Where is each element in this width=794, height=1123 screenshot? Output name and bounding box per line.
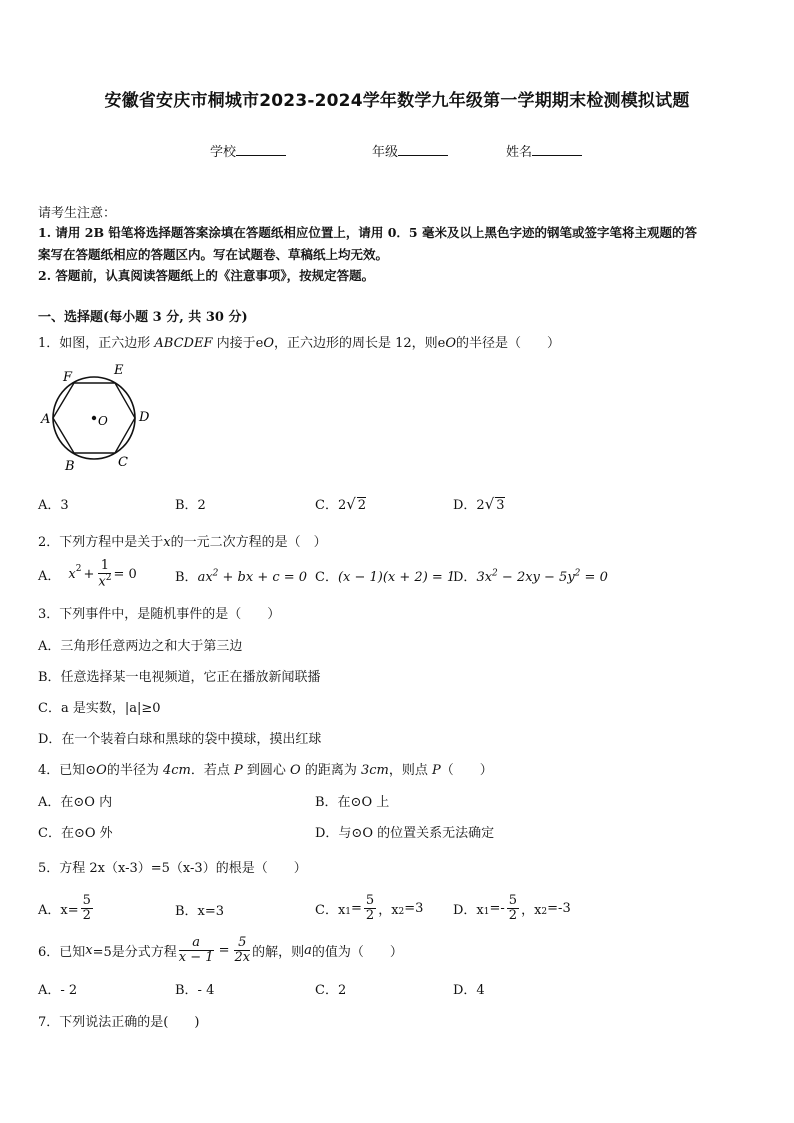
notice-line-3: 2. 答题前，认真阅读答题纸上的《注意事项》，按规定答题。 <box>38 268 375 283</box>
q3-option-d[interactable]: D．在一个装着白球和黑球的袋中摸球，摸出红球 <box>38 732 322 747</box>
q1-c-prefix: C．2 <box>315 498 347 513</box>
q3-option-a[interactable]: A．三角形任意两边之和大于第三边 <box>38 639 243 654</box>
q1-d-radicand: 3 <box>496 498 505 513</box>
name-blank <box>532 143 582 156</box>
q4-p: P <box>234 763 243 778</box>
q4-p-2: P <box>432 763 441 778</box>
q1-text-c: ，正六边形的周长是 12，则 <box>273 336 438 351</box>
q2-d-expr-1: 3x <box>476 570 493 585</box>
grade-field <box>372 141 448 160</box>
q2-text-b: 的一元二次方程的是（ ） <box>170 535 327 550</box>
q1-option-c[interactable] <box>315 494 366 513</box>
grade-label: 年级 <box>372 145 399 160</box>
school-label: 学校 <box>210 145 237 160</box>
grade-blank <box>398 143 448 156</box>
q5-c-sub-1: 1 <box>345 907 352 917</box>
q4-text-f: ，则点 <box>388 763 432 778</box>
q2-d-exp-2: 2 <box>574 568 581 579</box>
q5-option-d[interactable] <box>453 888 571 928</box>
q4-option-d[interactable]: D．与⊙O 的位置关系无法确定 <box>315 826 495 841</box>
q5-d-end: =-3 <box>547 900 571 916</box>
sqrt-sign: √ <box>484 495 495 513</box>
name-label: 姓名 <box>506 145 533 160</box>
q4-distance: 3cm <box>360 763 389 778</box>
q2-text-a: 2．下列方程中是关于 <box>38 535 164 550</box>
q5-c-sub-2: 2 <box>398 907 405 917</box>
q5-c-fraction <box>364 894 376 922</box>
q6-eq: = <box>218 942 230 958</box>
q1-text-a: 1．如图，正六边形 <box>38 336 155 351</box>
q6-text-c: 的解，则 <box>252 944 305 960</box>
document-title: 安徽省安庆市桐城市2023-2024学年数学九年级第一学期期末检测模拟试题 <box>104 91 690 111</box>
q5-d-fraction <box>507 894 519 922</box>
q2-b-exp: 2 <box>212 568 219 579</box>
q3-option-b[interactable]: B．任意选择某一电视频道，它正在播放新闻联播 <box>38 670 321 685</box>
q5-option-b[interactable]: B．x=3 <box>175 904 225 919</box>
q2-a-exp: 2 <box>75 564 82 574</box>
q5-a-fraction <box>81 894 93 922</box>
q1-option-a[interactable]: A．3 <box>38 498 69 513</box>
notice-heading: 请考生注意： <box>38 206 117 221</box>
q2-b-expr-2: + bx + c = 0 <box>218 570 308 585</box>
school-blank <box>236 143 286 156</box>
q5-a-num: 5 <box>82 892 91 908</box>
q5-d-label: D．x <box>453 902 484 918</box>
q1-text-d: 的半径是（ ） <box>456 336 561 351</box>
q2-d-expr-2: − 2xy − 5y <box>497 570 575 585</box>
q6-option-b[interactable]: B．- 4 <box>175 983 215 998</box>
q1-o: O <box>263 336 274 351</box>
center-label-o: O <box>98 414 108 428</box>
q2-d-expr-3: = 0 <box>580 570 608 585</box>
notice-line-2: 案写在答题纸相应的答题区内。写在试题卷、草稿纸上均无效。 <box>38 247 389 262</box>
q4-text-d: 到圆心 <box>242 763 291 778</box>
q6-fraction-left <box>179 936 214 964</box>
q3-option-c[interactable]: C．a 是实数，|a|≥0 <box>38 701 161 716</box>
q2-d-label: D． <box>453 570 477 585</box>
q6-fraction-right <box>234 936 250 964</box>
q1-circle-symbol-2: e <box>437 336 446 351</box>
q4-text-g: （ ） <box>440 763 493 778</box>
q5-option-a[interactable] <box>38 888 95 928</box>
q2-var: x <box>163 535 171 550</box>
q2-c-label: C． <box>315 570 338 585</box>
q2-a-post: = 0 <box>113 566 137 582</box>
q6-option-a[interactable]: A．- 2 <box>38 983 78 998</box>
q2-option-d[interactable] <box>453 566 608 585</box>
q4-option-b[interactable]: B．在⊙O 上 <box>315 795 390 810</box>
q5-a-label: A．x= <box>38 902 79 918</box>
q5-d-tail: ，x <box>521 902 542 918</box>
q5-d-sub-1: 1 <box>483 907 490 917</box>
q4-o: O <box>96 763 107 778</box>
center-point <box>92 416 96 420</box>
question-6 <box>38 930 403 970</box>
q1-o-2: O <box>445 336 457 351</box>
q2-a-num: 1 <box>98 559 111 574</box>
q1-option-b[interactable]: B．2 <box>175 498 206 513</box>
section-heading: 一、选择题(每小题 3 分, 共 30 分) <box>38 310 248 325</box>
q5-option-c[interactable] <box>315 888 423 928</box>
q2-d-exp-1: 2 <box>492 568 498 579</box>
vertex-label-b: B <box>65 459 75 474</box>
question-4 <box>38 759 493 778</box>
q2-a-label: A． <box>38 568 61 584</box>
q6-f1-den: x − 1 <box>178 949 214 965</box>
q5-c-label: C．x <box>315 902 346 918</box>
q5-a-den: 2 <box>82 907 91 923</box>
q2-a-fraction <box>98 559 111 589</box>
q2-a-den-exp: 2 <box>105 572 112 583</box>
q4-text-a: 4．已知⊙ <box>38 763 97 778</box>
q2-a-den: x <box>98 574 106 590</box>
q4-text-b: 的半径为 <box>106 763 163 778</box>
q6-x: x <box>85 942 93 958</box>
hexagon-figure <box>36 362 156 474</box>
q5-d-num: 5 <box>508 892 518 908</box>
q6-option-d[interactable]: D．4 <box>453 983 485 998</box>
name-field <box>506 141 582 160</box>
q4-text-e: 的距离为 <box>300 763 361 778</box>
q2-a-x: x <box>68 566 76 582</box>
q2-option-b[interactable] <box>175 566 307 585</box>
q2-c-expr: (x − 1)(x + 2) = 1 <box>337 570 456 585</box>
q4-text-c: ．若点 <box>190 763 235 778</box>
q5-d-eq: =- <box>489 900 505 916</box>
question-5: 5．方程 2x（x-3）=5（x-3）的根是（ ） <box>38 861 307 876</box>
q6-f2-den: 2x <box>234 949 251 965</box>
q6-text-b: =5是分式方程 <box>92 944 177 960</box>
q6-f1-num: a <box>179 936 214 951</box>
school-field <box>210 141 286 160</box>
q5-c-den: 2 <box>365 907 375 923</box>
q5-c-num: 5 <box>365 892 375 908</box>
vertex-label-c: C <box>118 455 128 470</box>
q4-o-2: O <box>290 763 301 778</box>
question-1 <box>38 332 560 351</box>
q2-a-plus: + <box>83 566 95 582</box>
q1-hexagon-name: ABCDEF <box>154 336 213 351</box>
q2-option-c[interactable] <box>315 566 455 585</box>
q2-b-label: B． <box>175 570 198 585</box>
q6-option-c[interactable]: C．2 <box>315 983 347 998</box>
q5-c-end: =3 <box>404 900 424 916</box>
question-3: 3．下列事件中，是随机事件的是（ ） <box>38 607 281 622</box>
q1-text-b: 内接于 <box>212 336 256 351</box>
q6-text-a: 6．已知 <box>38 944 86 960</box>
sqrt-sign: √ <box>346 495 356 513</box>
q2-option-a[interactable] <box>38 556 137 592</box>
question-7: 7．下列说法正确的是( ) <box>38 1015 200 1030</box>
q4-option-c[interactable]: C．在⊙O 外 <box>38 826 113 841</box>
q6-f2-num: 5 <box>234 936 250 951</box>
vertex-label-a: A <box>41 412 51 427</box>
question-2 <box>38 531 327 550</box>
q4-radius: 4cm <box>162 763 191 778</box>
q2-b-expr-1: ax <box>197 570 213 585</box>
notice-line-1: 1. 请用 2B 铅笔将选择题答案涂填在答题纸相应位置上，请用 0．5 毫米及以上黑色字迹的钢笔或签字笔将主观题的答 <box>38 225 697 240</box>
q5-d-sub-2: 2 <box>541 907 548 917</box>
q5-c-tail: ，x <box>378 902 399 918</box>
q6-text-d: 的值为（ ） <box>311 944 403 960</box>
q4-option-a[interactable]: A．在⊙O 内 <box>38 795 113 810</box>
q5-d-den: 2 <box>508 907 518 923</box>
q1-d-prefix: D．2 <box>453 498 485 513</box>
q1-circle-symbol: e <box>255 336 264 351</box>
q6-a: a <box>304 942 312 958</box>
q5-c-eq: = <box>351 900 362 916</box>
q1-option-d[interactable] <box>453 494 505 513</box>
vertex-label-f: F <box>63 370 73 385</box>
vertex-label-d: D <box>139 410 150 425</box>
q1-c-radicand: 2 <box>357 498 367 513</box>
vertex-label-e: E <box>114 363 124 378</box>
